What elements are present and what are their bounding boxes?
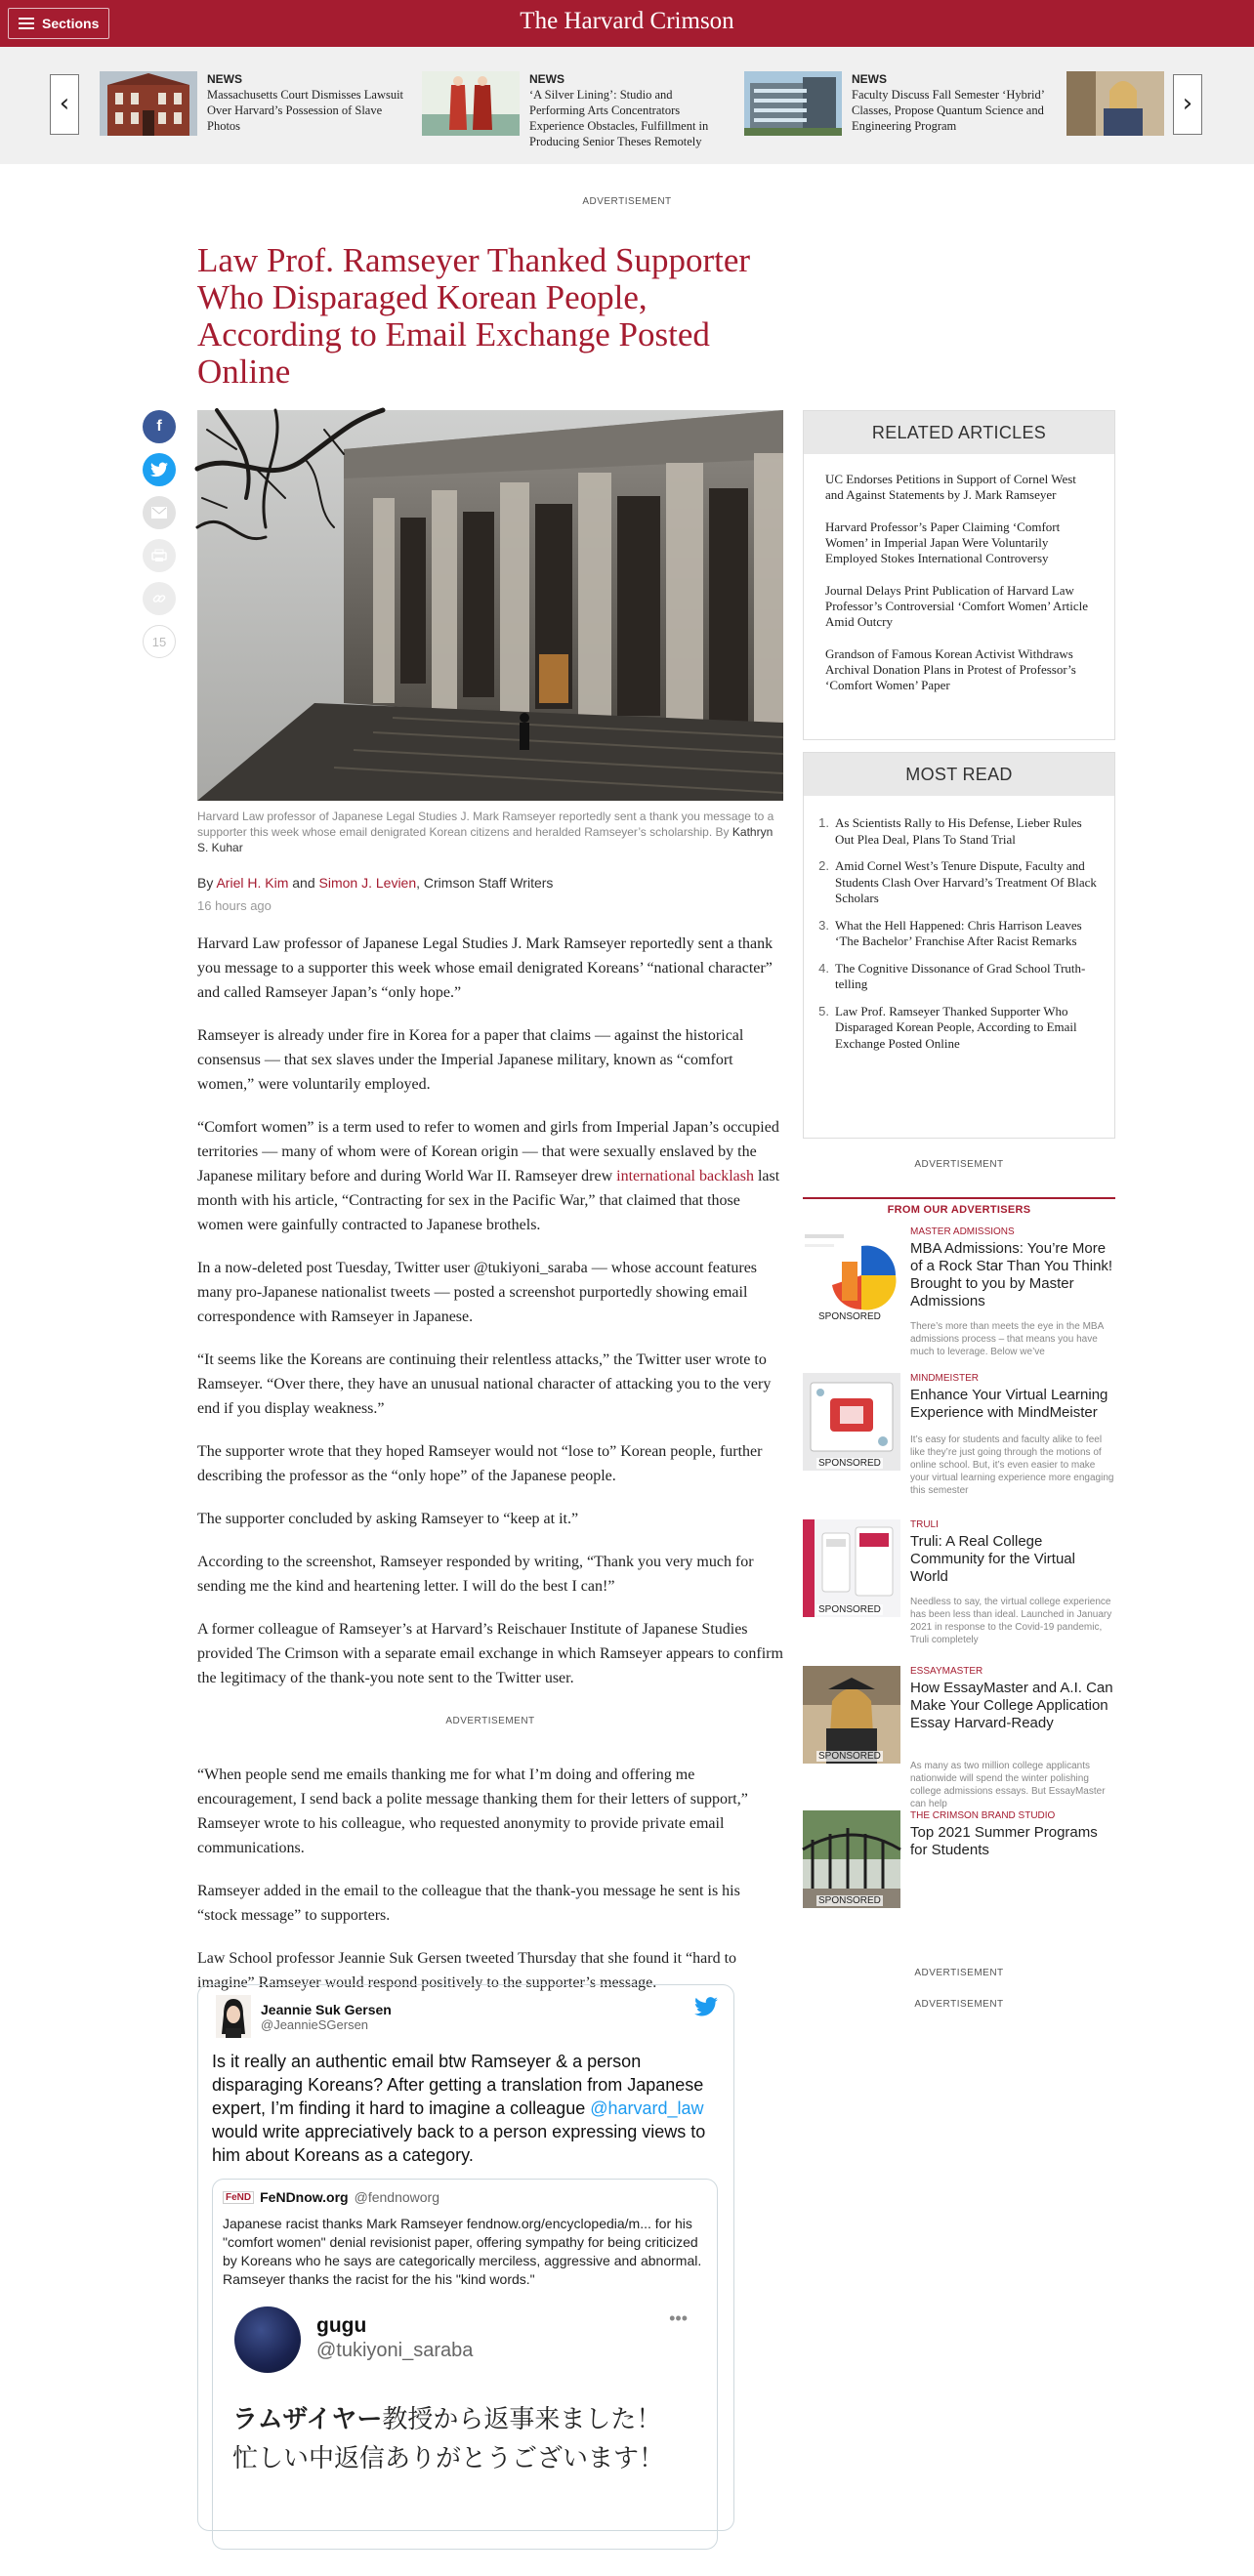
embedded-tweet[interactable] [197, 1984, 734, 2531]
photo-credit: Kathryn S. Kuhar [197, 825, 773, 854]
related-articles-title: RELATED ARTICLES [804, 411, 1114, 454]
advertiser-title: Truli: A Real College Community for the Virtual World [910, 1533, 1075, 1585]
related-article-link[interactable]: Journal Delays Print Publication of Harvard Law Professor’s Controversial ‘Comfort Women’ Article Amid Outcry [825, 583, 1089, 629]
article-headline: Law Prof. Ramseyer Thanked Supporter Who Disparaged Korean People, According to Email Exchange Posted Online [197, 241, 751, 391]
advertiser-image [803, 1373, 900, 1471]
carousel-next-button[interactable]: › [1173, 74, 1202, 135]
quoted-author-handle: @fendnoworg [354, 2189, 439, 2205]
tweet-avatar [216, 1995, 251, 2038]
advertiser-title: How EssayMaster and A.I. Can Make Your College Application Essay Harvard-Ready [910, 1680, 1113, 1731]
related-article-link[interactable]: UC Endorses Petitions in Support of Cornel West and Against Statements by J. Mark Ramseyer [825, 472, 1076, 502]
advertiser-title: Enhance Your Virtual Learning Experience with MindMeister [910, 1387, 1108, 1421]
quoted-tweet[interactable] [212, 2179, 718, 2550]
top-bar [0, 0, 1254, 47]
carousel-item[interactable] [422, 71, 730, 149]
most-read-item[interactable] [815, 815, 1103, 848]
quoted-author-name: FeNDnow.org [260, 2189, 349, 2205]
advertisement-label: ADVERTISEMENT [582, 196, 672, 207]
most-read-title-text: Amid Cornel West’s Tenure Dispute, Faculty and Students Clash Over Harvard’s Treatment Of Black Scholars [835, 858, 1097, 905]
fend-logo-icon: FeND [223, 2191, 254, 2204]
carousel-title: ‘A Silver Lining’: Studio and Performing Arts Concentrators Experience Obstacles, Fulfillment in Producing Senior Theses Remotely [529, 88, 709, 148]
advertiser-description: There’s more than meets the eye in the MBA admissions process – that means you have much to leverage. Below we’ve [910, 1321, 1104, 1357]
most-read-item[interactable] [815, 961, 1103, 993]
most-read-title-text: As Scientists Rally to His Defense, Lieber Rules Out Plea Deal, Plans To Stand Trial [835, 815, 1082, 847]
carousel-kicker: NEWS [529, 72, 564, 86]
carousel-thumbnail-partial[interactable] [1066, 71, 1164, 136]
advertiser-name: THE CRIMSON BRAND STUDIO [910, 1810, 1056, 1821]
advertiser-name: MINDMEISTER [910, 1373, 979, 1384]
byline [197, 875, 553, 891]
sponsored-label: SPONSORED [818, 1751, 881, 1762]
most-read-item[interactable] [815, 918, 1103, 950]
photo-caption [197, 809, 783, 855]
quoted-screenshot [223, 2303, 707, 2576]
advertisement-label: ADVERTISEMENT [914, 1968, 1004, 1978]
print-share-button[interactable] [143, 539, 176, 572]
advertiser-image [803, 1226, 900, 1324]
advertiser-item[interactable] [803, 1666, 1115, 1809]
facebook-icon: f [156, 418, 162, 435]
screenshot-text-bold: ラムザイヤー [232, 2405, 383, 2434]
paragraph: The supporter wrote that they hoped Ramseyer would not “lose to” Korean people, further describing the professor as the “only hope” of the Japanese people. [197, 1443, 763, 1484]
carousel-thumbnail [744, 71, 842, 136]
tweet-text-part: Is it really an authentic email btw Ramseyer & a person disparaging Koreans? After getting a translation from Japanese expert, I’m finding it hard to imagine a colleague [212, 2052, 704, 2118]
news-carousel [0, 47, 1254, 164]
screenshot-text-line: 忙しい中返信ありがとうございます！ [232, 2444, 665, 2473]
advertiser-image [803, 1666, 900, 1764]
author-link[interactable]: Simon J. Levien [318, 875, 417, 891]
advertiser-description: As many as two million college applicants nationwide will spend the winter polishing college admissions essays. But EssayMaster can help [910, 1761, 1106, 1809]
carousel-title: Faculty Discuss Fall Semester ‘Hybrid’ Classes, Propose Quantum Science and Engineering Program [852, 88, 1044, 133]
paragraph: In a now-deleted post Tuesday, Twitter user @tukiyoni_saraba — whose account features many pro-Japanese nationalist tweets — posted a screenshot purportedly showing email correspondence with Ramseyer in Japanese. [197, 1260, 758, 1325]
paragraph: The supporter concluded by asking Ramseyer to “keep at it.” [197, 1511, 579, 1527]
tweet-author-handle[interactable]: @JeannieSGersen [261, 2016, 369, 2032]
paragraph: A former colleague of Ramseyer’s at Harvard’s Reischauer Institute of Japanese Studies provided The Crimson with a separate email exchange in which Ramseyer appears to confirm the legitimacy of the thank-you note sent to the Twitter user. [197, 1621, 783, 1686]
article-photo [197, 410, 783, 801]
caption-by: By [715, 825, 730, 839]
international-backlash-link[interactable]: international backlash [616, 1168, 754, 1184]
screenshot-author-handle: @tukiyoni_saraba [316, 2340, 474, 2361]
most-read-number: 2. [818, 858, 829, 873]
advertiser-image [803, 1519, 900, 1617]
related-article-link[interactable]: Grandson of Famous Korean Activist Withdraws Archival Donation Plans in Protest of Professor’s ‘Comfort Women’ Paper [825, 646, 1076, 692]
caption-text: Harvard Law professor of Japanese Legal Studies J. Mark Ramseyer reportedly sent a thank you message to a supporter this week whose email denigrated Korean citizens and heralded Ramseyer’s scholarship. [197, 810, 774, 839]
advertiser-item[interactable] [803, 1226, 1115, 1357]
most-read-number: 5. [818, 1003, 829, 1018]
email-share-button[interactable] [143, 496, 176, 529]
carousel-thumbnail [100, 71, 197, 136]
paragraph: According to the screenshot, Ramseyer responded by writing, “Thank you very much for sending me the kind and heartening letter. I will do the best I can!” [197, 1554, 754, 1595]
most-read-number: 3. [818, 917, 829, 933]
screenshot-text [232, 2400, 691, 2478]
advertiser-name: TRULI [910, 1519, 939, 1530]
sponsored-label: SPONSORED [818, 1604, 881, 1615]
advertisement-label: ADVERTISEMENT [914, 1999, 1004, 2010]
most-read-title-text: Law Prof. Ramseyer Thanked Supporter Who Disparaged Korean People, According to Email Exchange Posted Online [835, 1003, 1077, 1051]
screenshot-text-line: 教授から返事来ました！ [382, 2405, 662, 2434]
most-read-title-text: What the Hell Happened: Chris Harrison Leaves ‘The Bachelor’ Franchise After Racist Remarks [835, 917, 1082, 948]
screenshot-author-name: gugu [316, 2314, 367, 2337]
advertisement-label: ADVERTISEMENT [445, 1716, 535, 1726]
most-read-item[interactable] [815, 858, 1103, 907]
article-body [197, 932, 783, 2014]
from-our-advertisers-title: FROM OUR ADVERTISERS [803, 1197, 1115, 1216]
carousel-title: Massachusetts Court Dismisses Lawsuit Over Harvard’s Possession of Slave Photos [207, 88, 404, 133]
sponsored-label: SPONSORED [818, 1311, 881, 1322]
carousel-item[interactable] [100, 71, 407, 136]
most-read-item[interactable] [815, 1004, 1103, 1053]
quoted-tweet-text: Japanese racist thanks Mark Ramseyer fendnow.org/encyclopedia/m... for his "comfort women" denial revisionist paper, offering sympathy for being criticized by Koreans who he says are categorically merciless, aggressive and abnormal. Ramseyer thanks the racist for the his "kind words." [223, 2216, 702, 2287]
byline-role: , Crimson Staff Writers [416, 875, 554, 891]
gugu-avatar [234, 2306, 301, 2373]
tweet-mention-link[interactable]: @harvard_law [590, 2098, 704, 2118]
carousel-kicker: NEWS [207, 72, 242, 86]
paragraph: “When people send me emails thanking me for what I’m doing and offering me encouragement, I send back a polite message thanking them for their letters of support,” Ramseyer wrote to his colleague, who requested anonymity to provide private email communications. [197, 1766, 748, 1856]
timestamp: 16 hours ago [197, 898, 272, 913]
author-link[interactable]: Ariel H. Kim [216, 875, 289, 891]
advertisement-label: ADVERTISEMENT [914, 1159, 1004, 1170]
paragraph: “It seems like the Koreans are continuing their relentless attacks,” the Twitter user wrote to Ramseyer. “Over there, they have an unusual national character of attacking you to the very end if you display weakness.” [197, 1351, 772, 1417]
carousel-prev-button[interactable]: ‹ [50, 74, 79, 135]
advertiser-description: It’s easy for students and faculty alike to feel like they’re just going through the motions of online school. But, it’s even easier to make your virtual learning experience more engaging this semester [910, 1434, 1114, 1496]
paragraph [197, 1115, 783, 1237]
advertiser-name: ESSAYMASTER [910, 1666, 983, 1677]
related-articles-box [803, 410, 1115, 740]
advertiser-title: MBA Admissions: You’re More of a Rock Star Than You Think! Brought to you by Master Admissions [910, 1240, 1113, 1309]
share-count: 15 [143, 625, 176, 658]
most-read-box [803, 752, 1115, 1139]
advertiser-item[interactable] [803, 1519, 1115, 1645]
tweet-text [212, 2050, 710, 2167]
advertiser-title: Top 2021 Summer Programs for Students [910, 1824, 1098, 1858]
paragraph: Harvard Law professor of Japanese Legal Studies J. Mark Ramseyer reportedly sent a thank you message to a supporter this week whose email denigrated Koreans’ “national character” and called Ramseyer Japan’s “only hope.” [197, 935, 773, 1001]
sections-label: Sections [42, 16, 100, 31]
most-read-title: MOST READ [804, 753, 1114, 796]
byline-and: and [292, 875, 315, 891]
related-article-link[interactable]: Harvard Professor’s Paper Claiming ‘Comfort Women’ in Imperial Japan Were Voluntarily Employed Stokes International Controversy [825, 519, 1061, 565]
link-share-button[interactable] [143, 582, 176, 615]
email-icon [151, 507, 167, 519]
print-icon [151, 549, 167, 562]
carousel-kicker: NEWS [852, 72, 887, 86]
paragraph: Law School professor Jeannie Suk Gersen tweeted Thursday that she found it “hard to imagine” Ramseyer would respond positively to the supporter’s message. [197, 1950, 737, 1991]
byline-by: By [197, 875, 214, 891]
advertiser-description: Needless to say, the virtual college experience has been less than ideal. Launched in January 2021 in response to the Covid-19 pandemic, Truli completely [910, 1597, 1112, 1645]
advertiser-image [803, 1810, 900, 1908]
paragraph: Ramseyer is already under fire in Korea for a paper that claims — against the historical consensus — that sex slaves under the Imperial Japanese military, known as “comfort women,” were voluntarily employed. [197, 1027, 744, 1093]
carousel-item[interactable] [744, 71, 1052, 136]
site-logo[interactable]: The Harvard Crimson [520, 8, 734, 34]
carousel-thumbnail [422, 71, 520, 136]
facebook-share-button[interactable] [143, 410, 176, 443]
more-options-icon: ••• [669, 2308, 688, 2328]
paragraph: Ramseyer added in the email to the colleague that the thank-you message he sent is his “stock message” to supporters. [197, 1883, 740, 1924]
twitter-icon [150, 462, 168, 478]
sponsored-label: SPONSORED [818, 1895, 881, 1906]
sponsored-label: SPONSORED [818, 1458, 881, 1469]
advertiser-name: MASTER ADMISSIONS [910, 1226, 1015, 1237]
link-icon [151, 591, 167, 606]
most-read-title-text: The Cognitive Dissonance of Grad School Truth-telling [835, 960, 1086, 991]
tweet-author-name[interactable]: Jeannie Suk Gersen [261, 2001, 392, 2017]
most-read-number: 4. [818, 960, 829, 976]
paragraph-text: “Comfort women” is a term used to refer to women and girls from Imperial Japan’s occupied territories — many of whom were of Korean origin — that were sexually enslaved by the Japanese military before and during World War II. Ramseyer drew [197, 1119, 779, 1184]
advertiser-item[interactable] [803, 1810, 1115, 1908]
twitter-share-button[interactable] [143, 453, 176, 486]
tweet-text-part: would write appreciatively back to a person expressing views to him about Koreans as a category. [212, 2122, 706, 2165]
paragraph-text: last month with his article, “Contracting for sex in the Pacific War,” that claimed that those women were gainfully contracted to Japanese brothels. [197, 1168, 780, 1233]
twitter-bird-icon[interactable] [694, 1997, 718, 2016]
advertiser-item[interactable] [803, 1373, 1115, 1496]
most-read-number: 1. [818, 815, 829, 830]
